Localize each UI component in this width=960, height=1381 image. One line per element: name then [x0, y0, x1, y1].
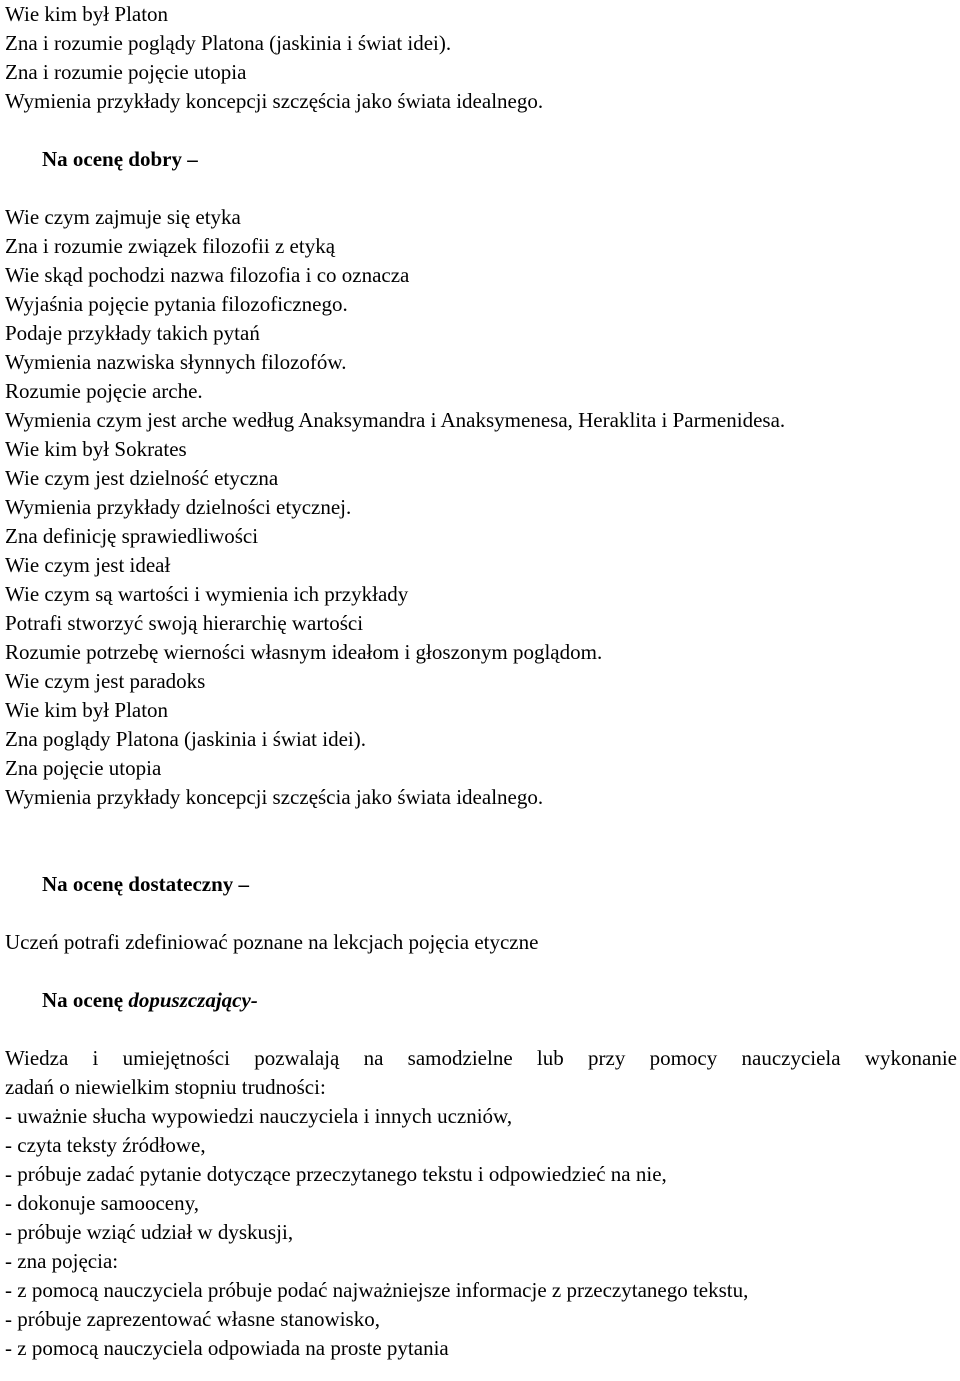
- dopuszczajacy-intro-line: zadań o niewielkim stopniu trudności:: [5, 1075, 326, 1099]
- dostateczny-text: Uczeń potrafi zdefiniować poznane na lekcjach pojęcia etyczne: [5, 930, 539, 954]
- list-item: Wie czym jest paradoks: [5, 669, 206, 693]
- list-item: Wie czym jest dzielność etyczna: [5, 466, 279, 490]
- list-item: - zna pojęcia:: [5, 1249, 119, 1273]
- section-heading-dopuszczajacy: [5, 986, 957, 1015]
- section-dobry: [5, 145, 957, 812]
- list-item: - próbuje wziąć udział w dyskusji,: [5, 1220, 294, 1244]
- heading-prefix: Na ocenę: [42, 988, 129, 1012]
- spacer: [5, 812, 957, 841]
- list-item: Wie skąd pochodzi nazwa filozofia i co oznacza: [5, 263, 410, 287]
- section-heading-dostateczny: Na ocenę dostateczny –: [42, 872, 250, 896]
- list-item: Zna i rozumie związek filozofii z etyką: [5, 234, 336, 258]
- section-dostateczny: [5, 870, 957, 957]
- list-item: Zna poglądy Platona (jaskinia i świat idei).: [5, 727, 366, 751]
- list-item: - próbuje zadać pytanie dotyczące przeczytanego tekstu i odpowiedzieć na nie,: [5, 1162, 667, 1186]
- section-heading-dobry: Na ocenę dobry –: [42, 147, 198, 171]
- list-item: - dokonuje samooceny,: [5, 1191, 200, 1215]
- spacer: [5, 174, 957, 203]
- list-item: Wyjaśnia pojęcie pytania filozoficznego.: [5, 292, 348, 316]
- intro-line: Wymienia przykłady koncepcji szczęścia jako świata idealnego.: [5, 89, 544, 113]
- list-item: Wie kim był Platon: [5, 698, 169, 722]
- list-item: Rozumie pojęcie arche.: [5, 379, 203, 403]
- heading-emphasis: dopuszczający-: [128, 988, 258, 1012]
- list-item: Rozumie potrzebę wierności własnym ideałom i głoszonym poglądom.: [5, 640, 603, 664]
- dobry-list: [5, 203, 957, 812]
- list-item: - próbuje zaprezentować własne stanowisko,: [5, 1307, 380, 1331]
- list-item: Wie czym są wartości i wymienia ich przykłady: [5, 582, 409, 606]
- list-item: Zna pojęcie utopia: [5, 756, 162, 780]
- spacer: [5, 116, 957, 145]
- list-item: Wie kim był Sokrates: [5, 437, 187, 461]
- list-item: Podaje przykłady takich pytań: [5, 321, 260, 345]
- spacer: [5, 899, 957, 928]
- list-item: Wie czym jest ideał: [5, 553, 171, 577]
- dopuszczajacy-list: [5, 1102, 957, 1363]
- list-item: Wymienia nazwiska słynnych filozofów.: [5, 350, 347, 374]
- intro-section: [5, 0, 957, 116]
- dopuszczajacy-intro-line: Wiedza i umiejętności pozwalają na samodzielne lub przy pomocy nauczyciela wykonanie: [5, 1046, 957, 1070]
- spacer: [5, 957, 957, 986]
- list-item: Zna definicję sprawiedliwości: [5, 524, 259, 548]
- list-item: - uważnie słucha wypowiedzi nauczyciela i innych uczniów,: [5, 1104, 513, 1128]
- list-item: Wymienia przykłady dzielności etycznej.: [5, 495, 352, 519]
- list-item: - czyta teksty źródłowe,: [5, 1133, 206, 1157]
- list-item: Wie czym zajmuje się etyka: [5, 205, 241, 229]
- intro-line: Zna i rozumie pojęcie utopia: [5, 60, 247, 84]
- list-item: Wymienia czym jest arche według Anaksymandra i Anaksymenesa, Heraklita i Parmenidesa.: [5, 408, 786, 432]
- spacer: [5, 841, 957, 870]
- list-item: Potrafi stworzyć swoją hierarchię wartości: [5, 611, 364, 635]
- document: [5, 0, 957, 1363]
- spacer: [5, 1015, 957, 1044]
- section-dopuszczajacy: [5, 986, 957, 1363]
- list-item: - z pomocą nauczyciela próbuje podać najważniejsze informacje z przeczytanego tekstu,: [5, 1278, 749, 1302]
- list-item: - z pomocą nauczyciela odpowiada na proste pytania: [5, 1336, 449, 1360]
- list-item: Wymienia przykłady koncepcji szczęścia jako świata idealnego.: [5, 785, 544, 809]
- intro-line: Wie kim był Platon: [5, 2, 169, 26]
- intro-line: Zna i rozumie poglądy Platona (jaskinia i świat idei).: [5, 31, 452, 55]
